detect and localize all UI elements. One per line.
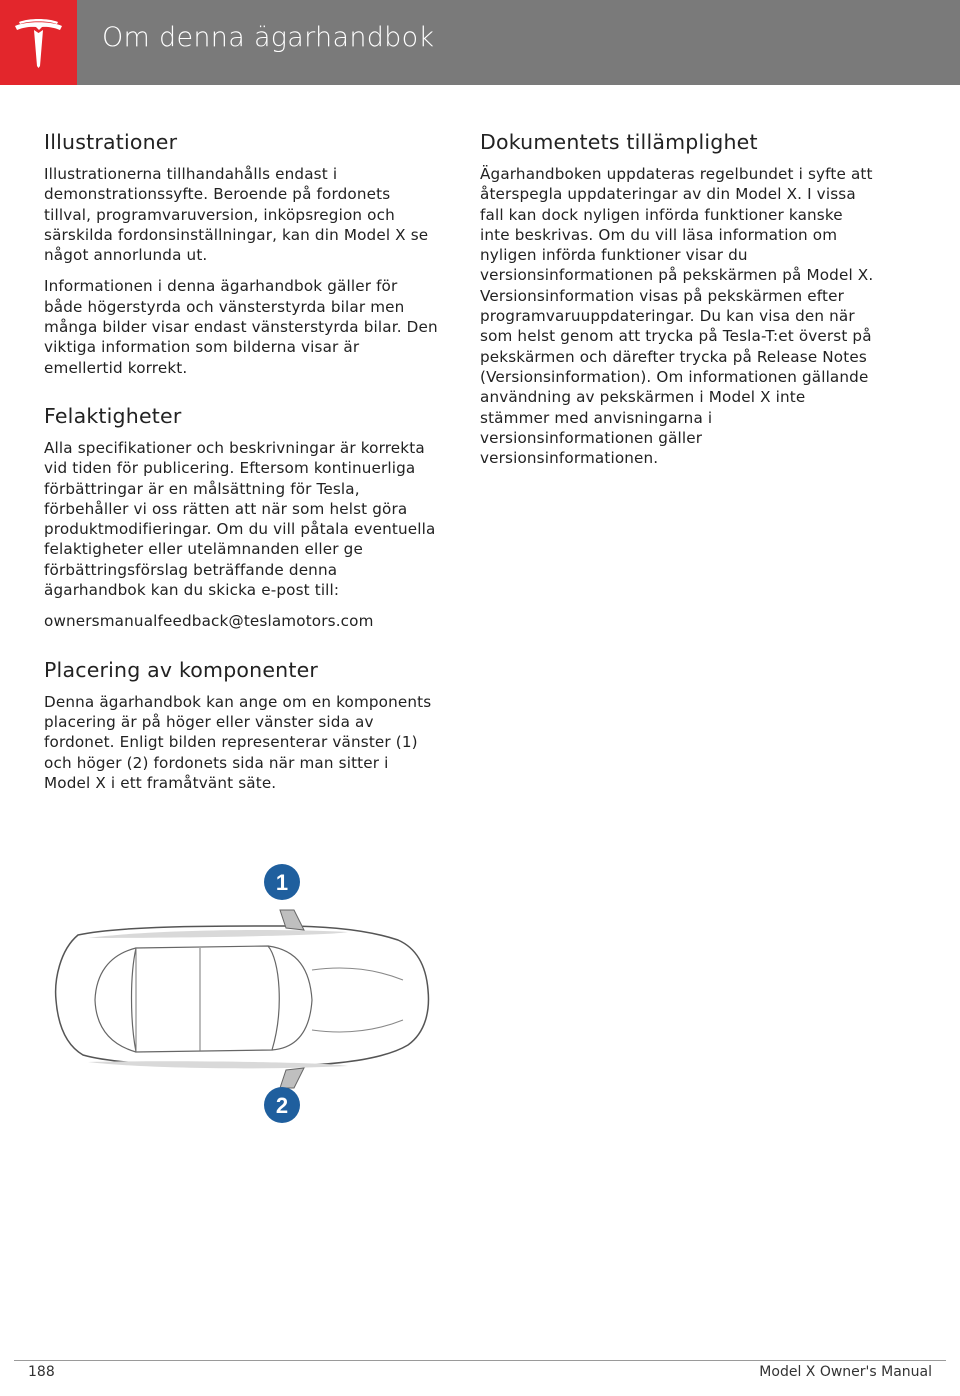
section-placering — [44, 658, 438, 793]
paragraph: Alla specifikationer och beskrivningar är korrekta vid tiden för publicering. Eftersom kontinuerliga förbättringar är en målsättning för Tesla, förbehåller vi oss rätten att när som helst göra produktmodifieringar. Om du vill påtala eventuella felaktigheter eller utelämnanden eller ge förbättringsförslag beträffande denna ägarhandbok kan du skicka e-post till: — [44, 438, 436, 600]
section-heading: Illustrationer — [44, 130, 178, 154]
page-number: 188 — [28, 1364, 55, 1380]
car-roof — [132, 946, 280, 1052]
paragraph: Illustrationerna tillhandahålls endast i demonstrationssyfte. Beroende på fordonets tillval, programvaruversion, inköpsregion och särskilda fordonsinställningar, kan din Model X se något annorlunda ut. — [44, 165, 429, 265]
section-heading: Felaktigheter — [44, 403, 182, 428]
callout-2-label: 2 — [275, 1093, 289, 1118]
paragraph: Informationen i denna ägarhandbok gäller för både högerstyrda och vänsterstyrda bilar men många bilder visar endast vänsterstyrda bilar. Den viktiga information som bilderna visar är emellertid korrekt. — [44, 277, 438, 377]
feedback-email: ownersmanualfeedback@teslamotors.com — [44, 612, 374, 631]
car-top-view-figure — [48, 860, 440, 1130]
section-illustrationer — [44, 130, 438, 378]
section-felaktigheter — [44, 404, 438, 632]
callout-1-label: 1 — [275, 870, 289, 895]
page-header — [0, 0, 960, 85]
car-top-view-illustration — [48, 860, 440, 1130]
section-heading: Dokumentets tillämplighet — [480, 130, 758, 154]
tesla-logo — [0, 0, 77, 85]
left-column — [44, 130, 438, 804]
paragraph: Denna ägarhandbok kan ange om en komponents placering är på höger eller vänster sida av fordonet. Enligt bilden representerar vänster (1) och höger (2) fordonets sida när man sitter i Model X i ett framåtvänt säte. — [44, 692, 432, 792]
paragraph: Ägarhandboken uppdateras regelbundet i syfte att återspegla uppdateringar av din Model X. I vissa fall kan dock nyligen införda funktioner kanske inte beskrivas. Om du vill läsa information om nyligen införda funktioner visar du versionsinformationen på pekskärmen på Model X. Versionsinformation visas på pekskärmen efter programvaruuppdateringar. Du kan visa den när som helst genom att trycka på Tesla-T:et överst på pekskärmen och därefter trycka på Release Notes (Versionsinformation). Om informationen gällande användning av pekskärmen i Model X inte stämmer med anvisningarna i versionsinformationen gäller versionsinformationen. — [480, 165, 874, 468]
section-heading: Placering av komponenter — [44, 657, 319, 682]
tesla-t-icon — [13, 18, 64, 68]
right-column — [480, 130, 874, 479]
page-title: Om denna ägarhandbok — [102, 22, 435, 53]
mirror-right — [280, 1068, 304, 1088]
manual-name: Model X Owner's Manual — [759, 1364, 932, 1380]
footer-divider — [14, 1360, 946, 1361]
section-dokumentets-tillamplighet — [480, 130, 874, 468]
